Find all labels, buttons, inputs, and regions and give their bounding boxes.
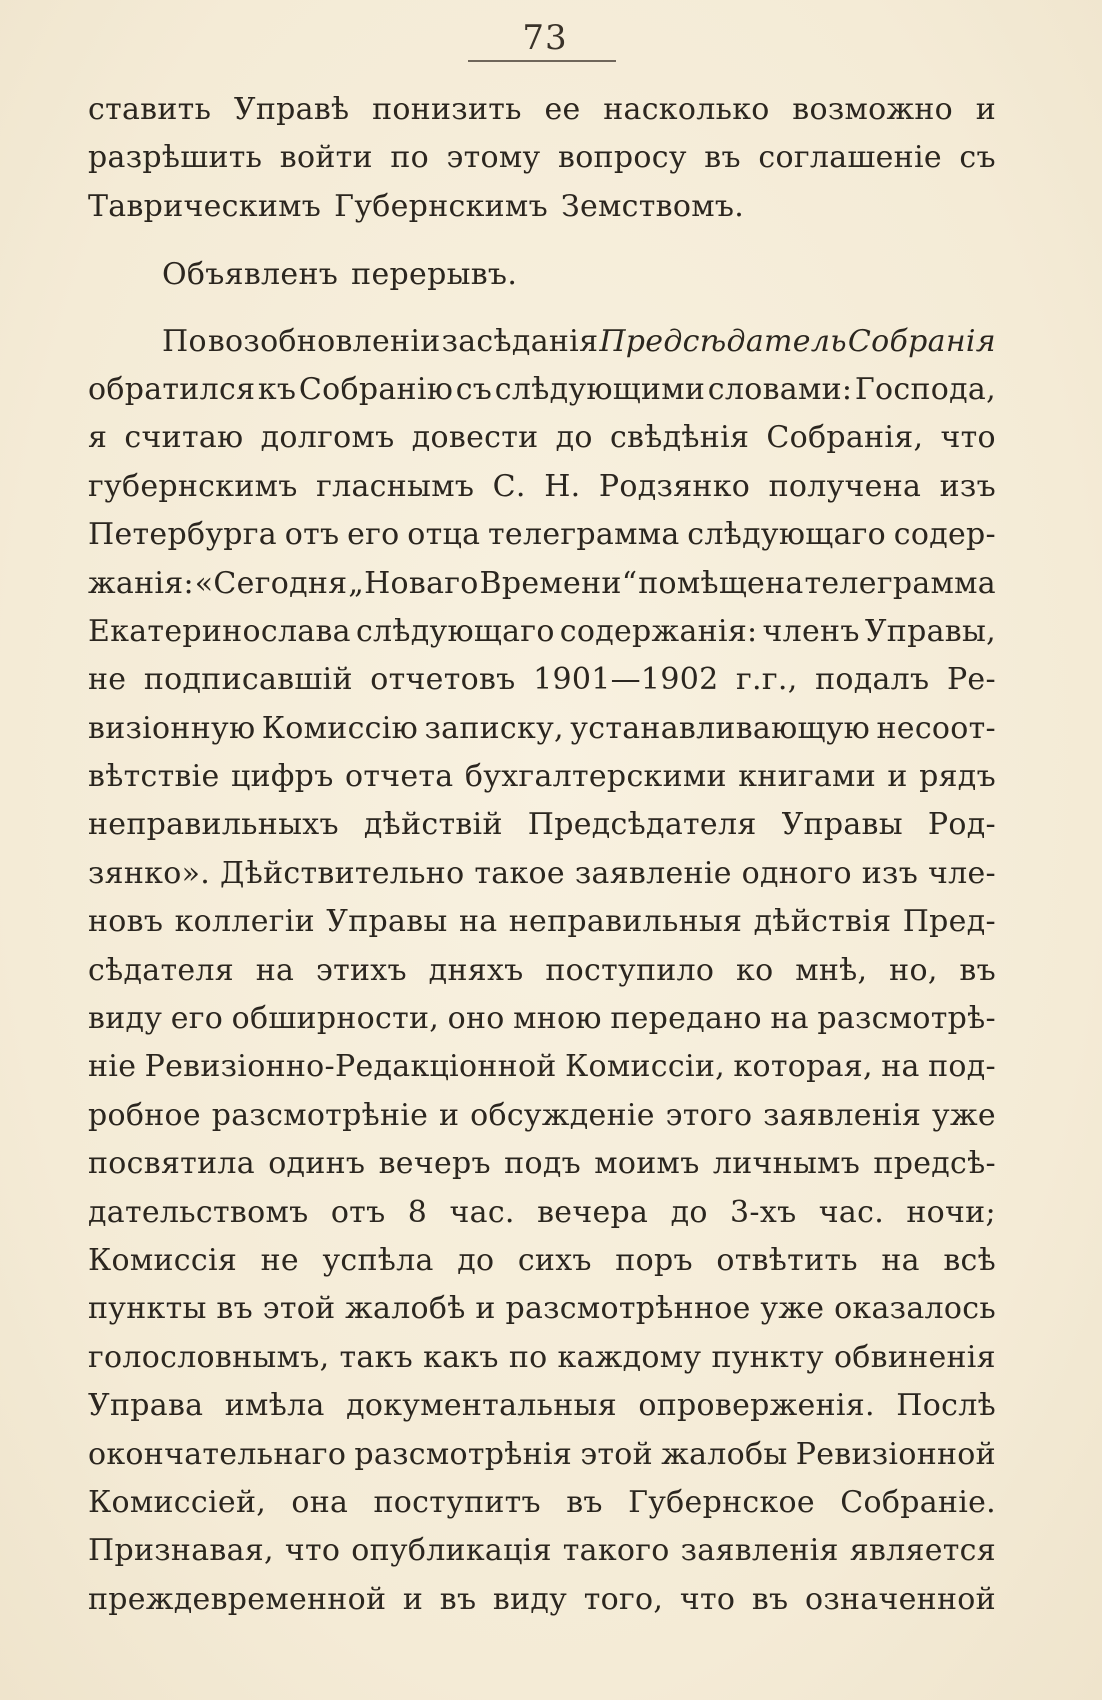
word: съ xyxy=(455,371,493,407)
word: не xyxy=(88,662,127,698)
word: ставить xyxy=(88,92,212,127)
text-line xyxy=(88,1189,996,1237)
word: понизить xyxy=(372,92,522,127)
word: неправильныя xyxy=(508,904,743,940)
word: этого xyxy=(665,1097,753,1133)
paragraph-1 xyxy=(88,86,996,231)
word: перерывъ. xyxy=(351,257,518,293)
word: Господа, xyxy=(854,371,996,407)
word: пункту xyxy=(711,1339,824,1375)
word: до xyxy=(670,1194,708,1230)
word: Послѣ xyxy=(896,1388,996,1424)
word: Род- xyxy=(927,807,996,843)
word: въ xyxy=(216,1291,253,1327)
word: слѣдующаго xyxy=(687,517,887,553)
word: слѣдующими xyxy=(494,371,706,407)
word: Пред- xyxy=(902,904,996,940)
text-line xyxy=(88,995,996,1043)
word: съ xyxy=(959,140,996,176)
word: Дѣйствительно xyxy=(220,855,465,891)
word: г.г., xyxy=(736,662,798,698)
text-line xyxy=(88,251,996,299)
text-line xyxy=(88,511,996,559)
word: вопросу xyxy=(558,140,687,176)
paragraph-2 xyxy=(88,251,996,299)
word: ко xyxy=(736,952,774,988)
word: мнѣ, xyxy=(795,952,868,988)
page-text xyxy=(88,86,996,1624)
word: разсмотрѣ- xyxy=(817,1001,996,1037)
word: этой xyxy=(262,1291,336,1327)
word: Управа xyxy=(88,1388,204,1424)
text-line xyxy=(88,366,996,414)
word: моимъ xyxy=(594,1146,700,1182)
word: отчета xyxy=(344,759,454,795)
word: оказалось xyxy=(834,1291,996,1327)
word: она xyxy=(291,1484,349,1520)
word: 1901—1902 xyxy=(533,662,719,698)
word: час. xyxy=(818,1194,885,1230)
word: словами: xyxy=(707,371,853,407)
word: заявленія xyxy=(763,1097,922,1133)
word: час. xyxy=(449,1194,515,1230)
word: Комиссію xyxy=(261,710,419,746)
word: по xyxy=(508,1339,548,1375)
word: такъ xyxy=(339,1339,414,1375)
word: Управы xyxy=(781,807,903,843)
word: телеграмма xyxy=(804,565,996,601)
word: уже xyxy=(932,1097,996,1133)
word: войти xyxy=(279,140,373,176)
text-line xyxy=(88,1479,996,1527)
word: является xyxy=(849,1533,996,1569)
word: Родзянко xyxy=(598,468,751,504)
word: цифръ xyxy=(231,759,334,795)
word: изъ xyxy=(861,855,919,891)
text-line xyxy=(88,947,996,995)
word: членъ xyxy=(762,613,860,649)
word: возможно xyxy=(792,92,954,127)
text-line xyxy=(88,1285,996,1333)
word: Собранія xyxy=(847,323,996,359)
word: робное xyxy=(88,1097,201,1133)
word: и xyxy=(439,1097,460,1133)
word: Губернское xyxy=(628,1484,815,1520)
word: отца xyxy=(407,517,481,553)
word: зянко». xyxy=(88,855,211,891)
word: содер- xyxy=(893,517,996,553)
word: виду xyxy=(88,1001,163,1037)
text-line xyxy=(88,1140,996,1188)
word: коллегіи xyxy=(174,904,315,940)
word: опубликація xyxy=(351,1533,552,1569)
word: всѣ xyxy=(943,1242,996,1278)
word: Предсѣдателя xyxy=(527,807,757,843)
word: имѣла xyxy=(224,1388,325,1424)
word: успѣла xyxy=(322,1242,434,1278)
word: под- xyxy=(928,1049,996,1085)
word: въ xyxy=(751,1581,789,1617)
word: обратился xyxy=(88,371,256,407)
word: новъ xyxy=(88,904,164,940)
word: на xyxy=(881,1242,920,1278)
text-line xyxy=(88,898,996,946)
word: жалобы xyxy=(661,1436,788,1472)
word: подписавшій xyxy=(143,662,353,698)
page-number: 73 xyxy=(522,18,568,58)
word: къ xyxy=(257,371,297,407)
word: долгомъ xyxy=(260,420,395,456)
text-line xyxy=(88,1237,996,1285)
word: сѣдателя xyxy=(88,952,234,988)
word: Комиссія xyxy=(88,1242,238,1278)
word: Комиссіи, xyxy=(564,1049,726,1085)
text-line xyxy=(88,801,996,849)
word: возобновленіи xyxy=(207,323,441,359)
word: Времени“ xyxy=(479,565,638,601)
word: „Новаго xyxy=(348,565,479,601)
word: содержанія: xyxy=(559,613,758,649)
word: дѣйствія xyxy=(753,904,892,940)
word: что xyxy=(679,1581,736,1617)
text-line xyxy=(88,134,996,182)
word: Земствомъ. xyxy=(560,188,745,224)
word: устанавливающую xyxy=(570,710,871,746)
word: Собранію xyxy=(298,371,454,407)
word: бухгалтерскими xyxy=(464,759,727,795)
word: посвятила xyxy=(88,1146,255,1182)
word: Предсѣдатель xyxy=(599,323,847,359)
word: въ xyxy=(439,1581,477,1617)
word: на xyxy=(458,904,498,940)
word: отвѣтить xyxy=(716,1242,858,1278)
text-line xyxy=(88,1043,996,1091)
word: и xyxy=(887,759,908,795)
word: получена xyxy=(768,468,922,504)
word: слѣдующаго xyxy=(355,613,555,649)
paragraph-gap xyxy=(88,300,996,318)
word: и xyxy=(475,1291,496,1327)
text-line xyxy=(88,1431,996,1479)
text-line xyxy=(88,1527,996,1575)
word: насколько xyxy=(603,92,770,127)
word: По xyxy=(162,323,207,359)
word: по xyxy=(390,140,430,176)
word: но, xyxy=(889,952,938,988)
text-line xyxy=(88,1576,996,1624)
word: засѣданія xyxy=(441,323,599,359)
word: ніе xyxy=(88,1049,137,1085)
word: вѣтствіе xyxy=(88,759,220,795)
word: оно xyxy=(447,1001,505,1037)
word: поръ xyxy=(615,1242,693,1278)
word: что xyxy=(284,1533,341,1569)
word: его xyxy=(170,1001,224,1037)
word: я xyxy=(88,420,108,456)
word: опроверженія. xyxy=(638,1388,875,1424)
word: губернскимъ xyxy=(88,468,298,504)
word: Ревизіонной xyxy=(795,1436,996,1472)
word: въ xyxy=(566,1484,603,1520)
word: С. xyxy=(492,468,526,504)
word: которая, xyxy=(733,1049,873,1085)
word: разсмотрѣнное xyxy=(505,1291,751,1327)
text-line xyxy=(88,318,996,366)
text-line xyxy=(88,1334,996,1382)
word: такого xyxy=(562,1533,670,1569)
word: чле- xyxy=(928,855,996,891)
word: его xyxy=(347,517,400,553)
word: ночи; xyxy=(906,1194,996,1230)
word: Управѣ xyxy=(233,92,350,127)
word: Ре- xyxy=(946,662,996,698)
word: обсужденіе xyxy=(470,1097,655,1133)
word: Собранія, xyxy=(766,420,924,456)
word: несоот- xyxy=(876,710,996,746)
word: телеграмма xyxy=(488,517,680,553)
word: отъ xyxy=(330,1194,386,1230)
word: Екатеринослава xyxy=(88,613,351,649)
word: неправильныхъ xyxy=(88,807,339,843)
word: каждому xyxy=(557,1339,702,1375)
word: что xyxy=(940,420,996,456)
word: того, xyxy=(583,1581,664,1617)
word: довести xyxy=(411,420,539,456)
word: предсѣ- xyxy=(873,1146,996,1182)
text-line xyxy=(88,414,996,462)
word: поступитъ xyxy=(373,1484,541,1520)
word: визіонную xyxy=(88,710,256,746)
word: обширности, xyxy=(231,1001,440,1037)
word: соглашеніе xyxy=(758,140,942,176)
word: Н. xyxy=(544,468,581,504)
word: рядъ xyxy=(919,759,996,795)
word: Таврическимъ xyxy=(88,188,322,224)
word: отъ xyxy=(284,517,340,553)
text-line xyxy=(88,463,996,511)
word: такое xyxy=(474,855,565,891)
text-line xyxy=(88,705,996,753)
word: Комиссіей, xyxy=(88,1484,267,1520)
word: подъ xyxy=(504,1146,581,1182)
word: и xyxy=(975,92,996,127)
word: ее xyxy=(544,92,581,127)
word: 8 xyxy=(407,1194,428,1230)
word: одинъ xyxy=(268,1146,366,1182)
word: считаю xyxy=(124,420,244,456)
word: въ xyxy=(704,140,741,176)
word: Собраніе. xyxy=(840,1484,996,1520)
text-line xyxy=(88,560,996,608)
paragraph-gap xyxy=(88,231,996,251)
word: вечеръ xyxy=(378,1146,491,1182)
word: заявленіе xyxy=(574,855,732,891)
word: книгами xyxy=(738,759,876,795)
word: Признавая, xyxy=(88,1533,274,1569)
word: разрѣшить xyxy=(88,140,263,176)
word: этому xyxy=(446,140,541,176)
header-rule xyxy=(468,60,616,62)
word: 3-хъ xyxy=(730,1194,797,1230)
word: этихъ xyxy=(316,952,407,988)
word: свѣдѣнія xyxy=(609,420,750,456)
word: изъ xyxy=(939,468,996,504)
word: уже xyxy=(760,1291,825,1327)
word: до xyxy=(457,1242,495,1278)
word: голословнымъ, xyxy=(88,1339,330,1375)
word: вечера xyxy=(537,1194,649,1230)
word: разсмотрѣніе xyxy=(211,1097,429,1133)
word: подалъ xyxy=(815,662,930,698)
word: жанія: xyxy=(88,565,194,601)
text-line xyxy=(88,183,996,231)
word: дѣйствій xyxy=(363,807,503,843)
word: жалобѣ xyxy=(345,1291,466,1327)
word: Объявленъ xyxy=(162,257,339,293)
word: заявленія xyxy=(680,1533,839,1569)
text-line xyxy=(88,1092,996,1140)
word: отчетовъ xyxy=(370,662,516,698)
word: Управы xyxy=(326,904,448,940)
text-line xyxy=(88,86,996,134)
word: документальныя xyxy=(346,1388,617,1424)
word: дняхъ xyxy=(428,952,524,988)
word: не xyxy=(260,1242,299,1278)
word: разсмотрѣнія xyxy=(354,1436,573,1472)
word: обвиненія xyxy=(833,1339,996,1375)
word: на xyxy=(770,1001,809,1037)
word: Ревизіонно-Редакціонной xyxy=(144,1049,557,1085)
word: этой xyxy=(580,1436,653,1472)
word: записку, xyxy=(424,710,564,746)
word: пункты xyxy=(88,1291,207,1327)
word: поступило xyxy=(545,952,715,988)
word: на xyxy=(881,1049,920,1085)
word: окончательнаго xyxy=(88,1436,347,1472)
word: означенной xyxy=(804,1581,996,1617)
text-line xyxy=(88,656,996,704)
word: Управы, xyxy=(864,613,996,649)
text-line xyxy=(88,608,996,656)
word: какъ xyxy=(423,1339,499,1375)
word: Губернскимъ xyxy=(334,188,548,224)
word: мною xyxy=(513,1001,602,1037)
paragraph-3 xyxy=(88,318,996,1625)
word: въ xyxy=(959,952,996,988)
word: личнымъ xyxy=(712,1146,861,1182)
word: на xyxy=(255,952,295,988)
word: Петербурга xyxy=(88,517,277,553)
word: «Сегодня xyxy=(194,565,348,601)
word: сихъ xyxy=(517,1242,592,1278)
text-line xyxy=(88,850,996,898)
word: передано xyxy=(610,1001,762,1037)
word: преждевременной xyxy=(88,1581,387,1617)
text-line xyxy=(88,1382,996,1430)
word: одного xyxy=(741,855,852,891)
word: помѣщена xyxy=(638,565,804,601)
text-line xyxy=(88,753,996,801)
word: гласнымъ xyxy=(316,468,475,504)
word: до xyxy=(555,420,593,456)
word: и xyxy=(402,1581,424,1617)
word: дательствомъ xyxy=(88,1194,309,1230)
word: виду xyxy=(492,1581,568,1617)
